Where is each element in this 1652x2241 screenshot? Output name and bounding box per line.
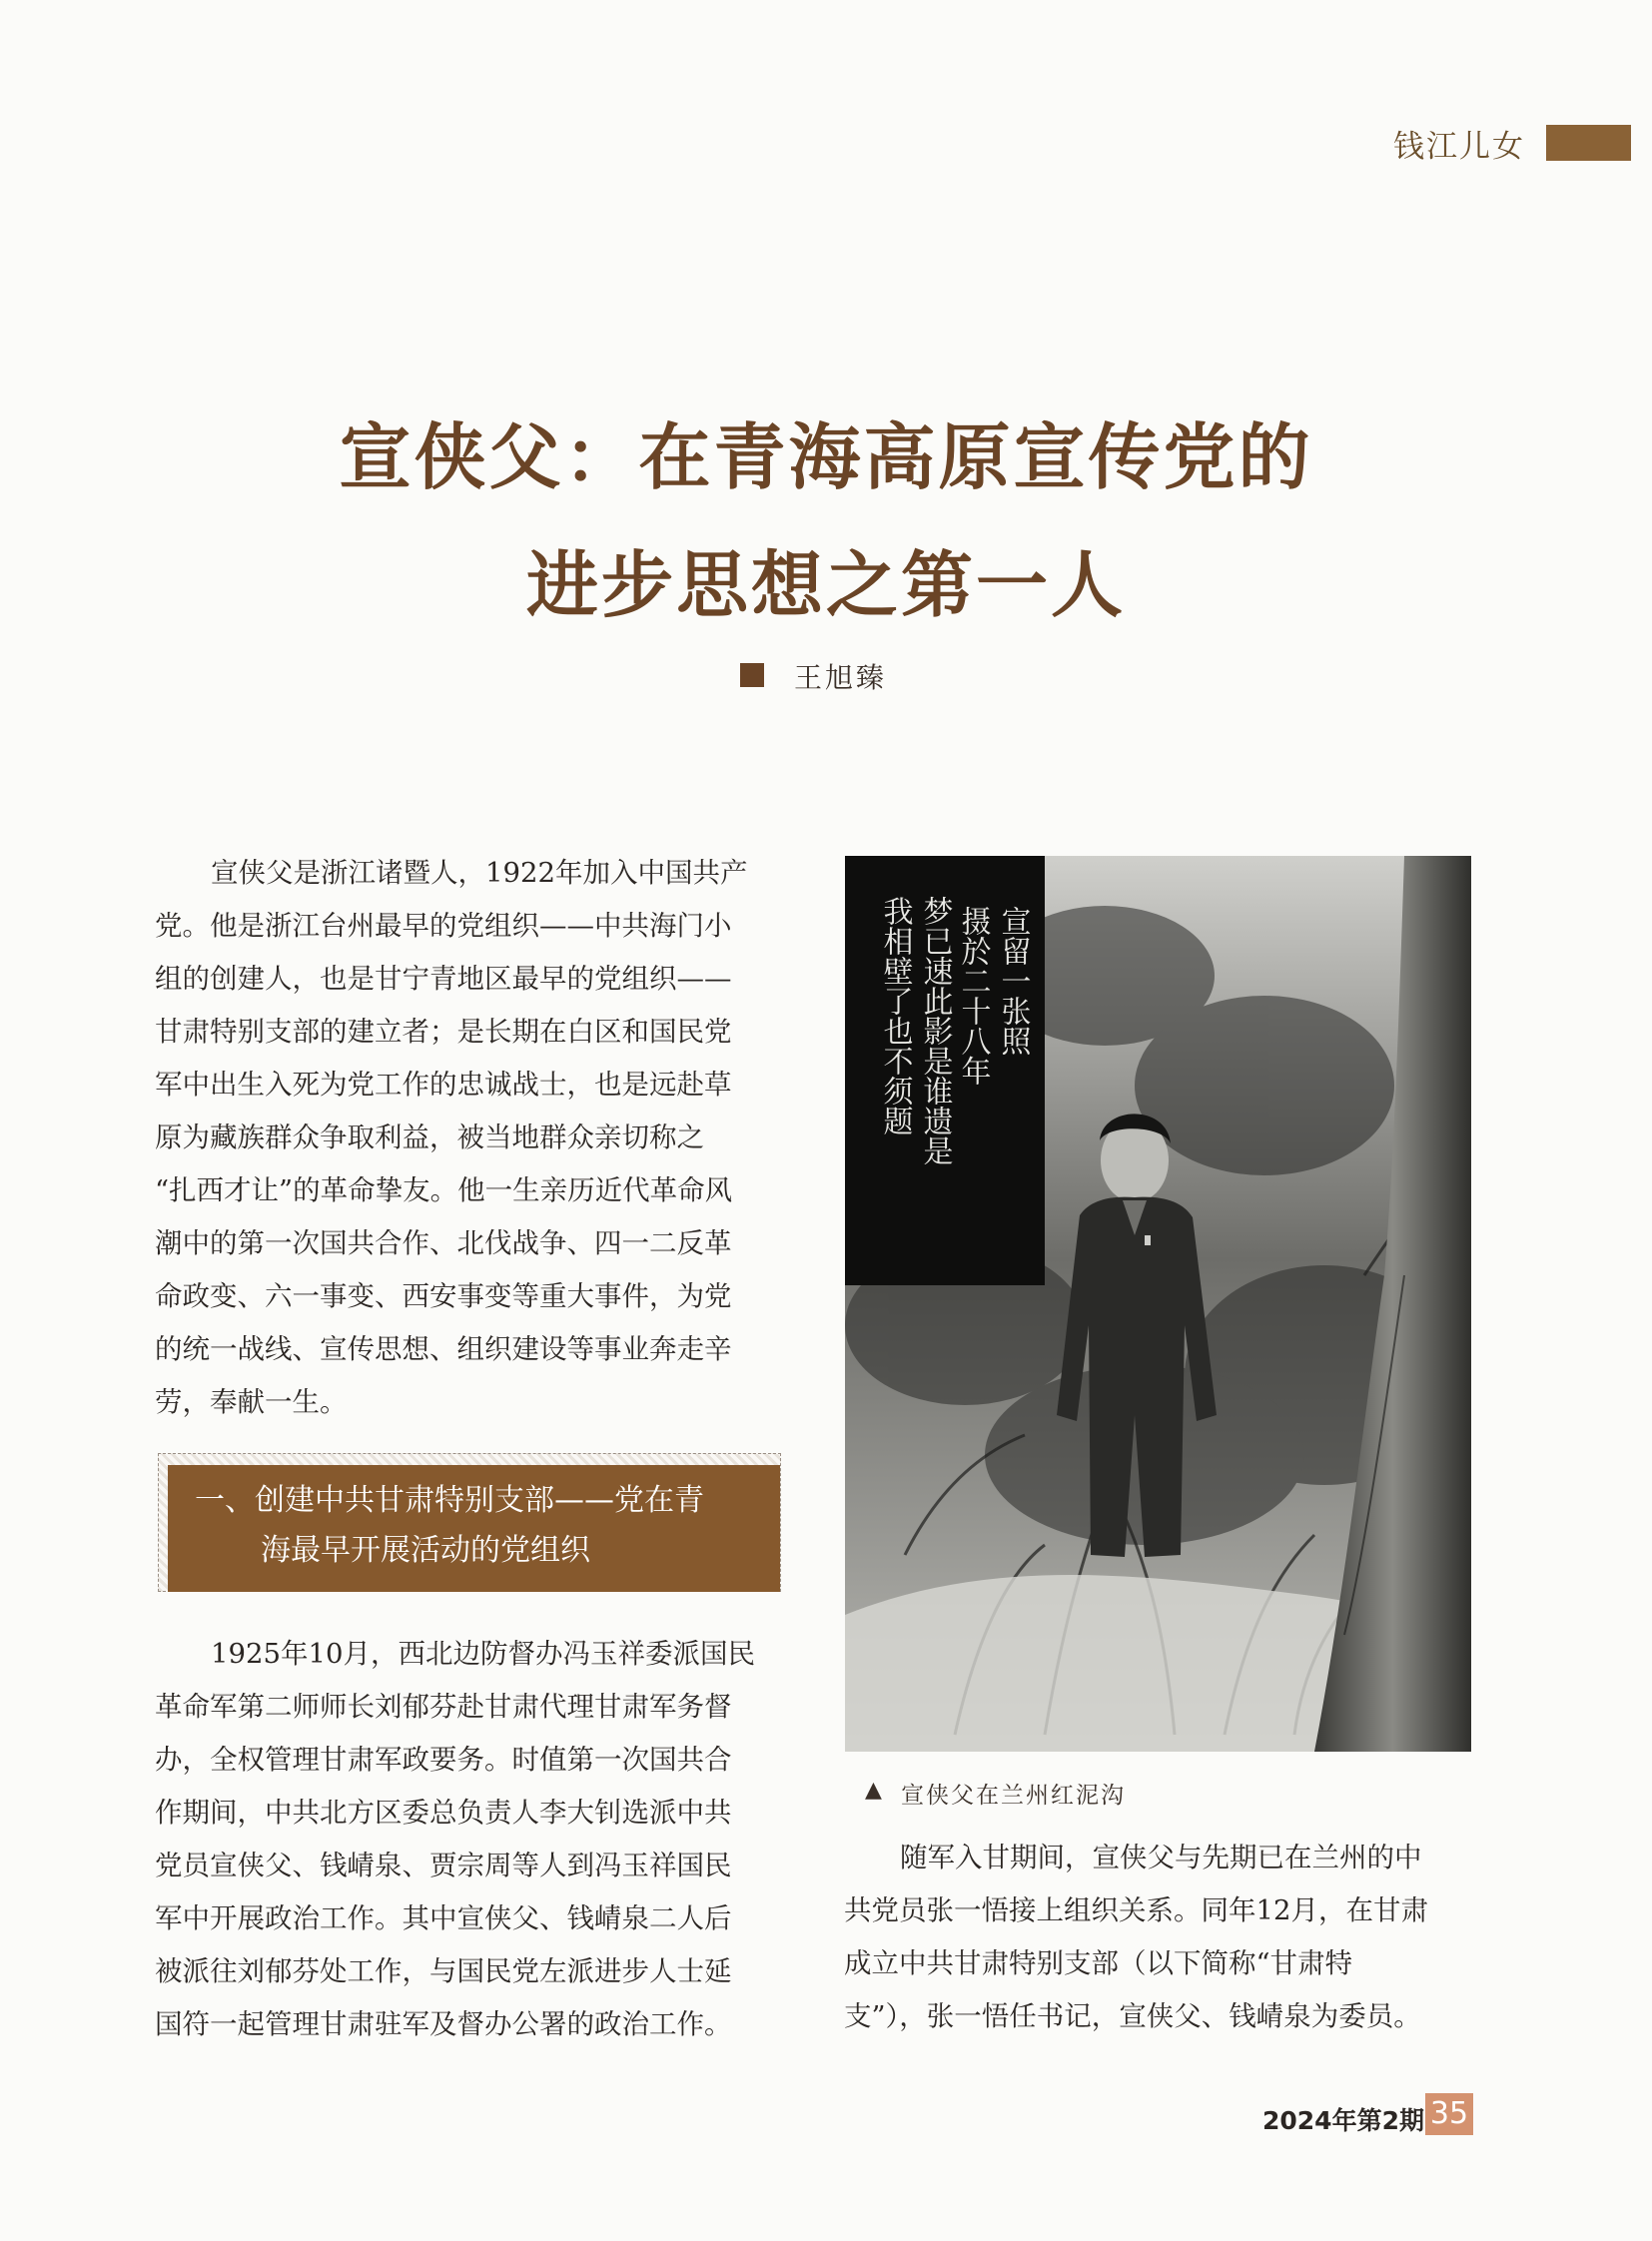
section-heading-line-2: 海最早开展活动的党组织 — [261, 1533, 590, 1568]
text-line: 成立中共甘肃特别支部（以下简称“甘肃特 — [844, 1947, 1353, 1979]
text-line: 支”），张一悟任书记，宣侠父、钱崝泉为委员。 — [844, 2000, 1421, 2032]
section1-paragraph — [155, 1628, 784, 2051]
text-line: 随军入甘期间，宣侠父与先期已在兰州的中 — [900, 1842, 1422, 1873]
right-column-paragraph — [844, 1832, 1475, 2043]
article-title-line-1: 宣侠父：在青海高原宣传党的 — [339, 415, 1313, 499]
text-line: 党员宣侠父、钱崝泉、贾宗周等人到冯玉祥国民 — [155, 1850, 732, 1881]
text-line: 办，全权管理甘肃军政要务。时值第一次国共合 — [155, 1744, 732, 1776]
text-line: 宣侠父是浙江诸暨人，1922年加入中国共产 — [211, 857, 748, 889]
text-line: 共党员张一悟接上组织关系。同年12月，在甘肃 — [844, 1894, 1428, 1926]
inscription-col-4: 我相壁了也不须题 — [877, 896, 913, 1135]
text-line: 国符一起管理甘肃驻军及督办公署的政治工作。 — [155, 2008, 732, 2040]
author-name: 王旭臻 — [794, 661, 888, 694]
text-line: 甘肃特别支部的建立者；是长期在白区和国民党 — [155, 1016, 732, 1048]
text-line: 劳，奉献一生。 — [155, 1386, 348, 1418]
text-line: 1925年10月，西北边防督办冯玉祥委派国民 — [211, 1638, 755, 1670]
caption-marker: ▲ — [865, 1778, 882, 1803]
text-line: 的统一战线、宣传思想、组织建设等事业奔走辛 — [155, 1333, 732, 1365]
column-bar — [1546, 125, 1631, 161]
issue-label: 2024年第2期 — [1262, 2106, 1424, 2135]
page-number: 35 — [1425, 2093, 1473, 2135]
text-line: 军中出生入死为党工作的忠诚战士，也是远赴草 — [155, 1069, 732, 1101]
section-heading-line-1: 一、创建中共甘肃特别支部——党在青 — [195, 1483, 704, 1518]
inscription-col-1: 宣留一张照 — [995, 906, 1031, 1056]
text-line: 被派往刘郁芬处工作，与国民党左派进步人士延 — [155, 1955, 732, 1987]
article-title-line-2: 进步思想之第一人 — [525, 543, 1126, 627]
text-line: 作期间，中共北方区委总负责人李大钊选派中共 — [155, 1797, 732, 1829]
text-line: 军中开展政治工作。其中宣侠父、钱崝泉二人后 — [155, 1902, 732, 1934]
inscription-col-3: 梦已速此影是谁遗是 — [917, 896, 953, 1165]
text-line: 命政变、六一事变、西安事变等重大事件，为党 — [155, 1280, 732, 1312]
text-line: 潮中的第一次国共合作、北伐战争、四一二反革 — [155, 1227, 732, 1259]
section-heading — [195, 1476, 764, 1576]
column-label: 钱江儿女 — [1393, 129, 1525, 165]
text-line: 党。他是浙江台州最早的党组织——中共海门小 — [155, 910, 732, 942]
historical-photo — [845, 856, 1471, 1752]
intro-paragraph — [155, 847, 784, 1429]
photo-caption: 宣侠父在兰州红泥沟 — [901, 1783, 1126, 1809]
author-marker — [740, 663, 764, 687]
text-line: 组的创建人，也是甘宁青地区最早的党组织—— — [155, 963, 732, 995]
inscription-col-2: 摄於二十八年 — [955, 906, 991, 1086]
text-line: “扎西才让”的革命挚友。他一生亲历近代革命风 — [155, 1174, 733, 1206]
text-line: 革命军第二师师长刘郁芬赴甘肃代理甘肃军务督 — [155, 1691, 732, 1723]
text-line: 原为藏族群众争取利益，被当地群众亲切称之 — [155, 1121, 704, 1153]
